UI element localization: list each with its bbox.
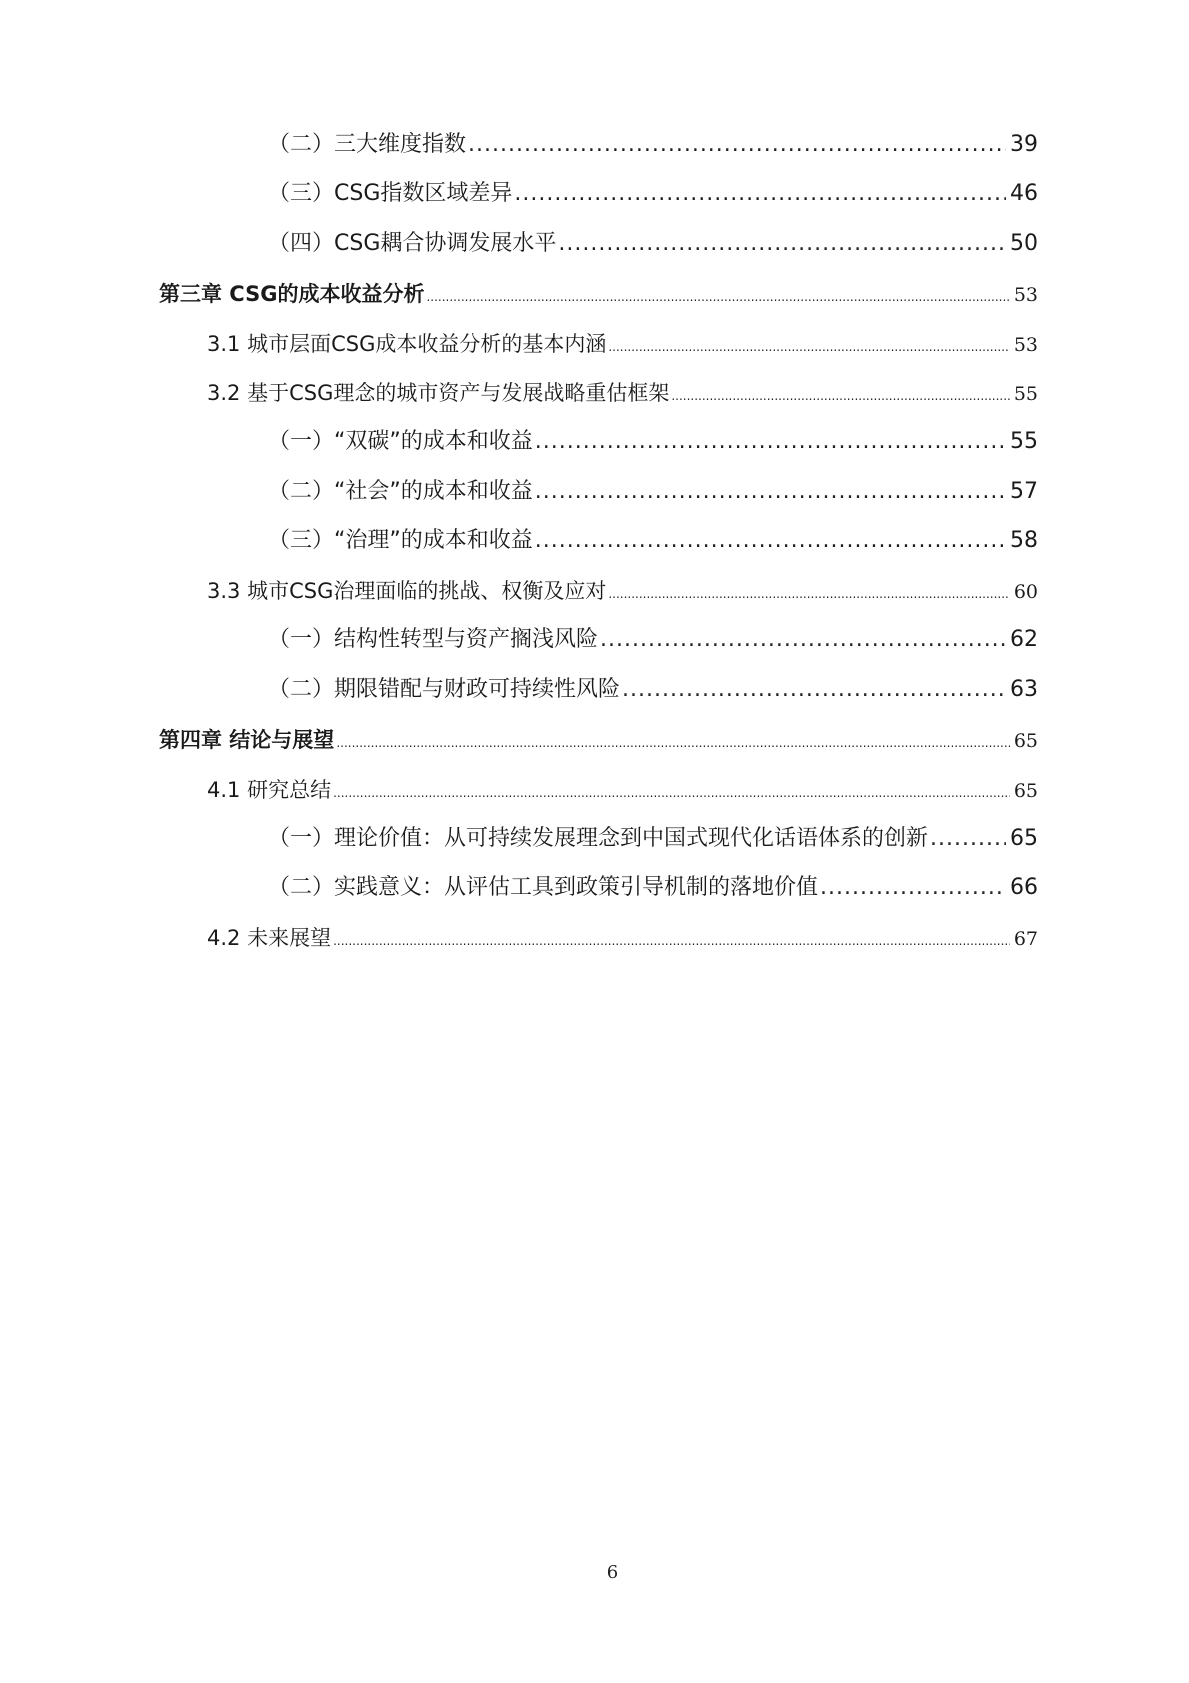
toc-entry-title: （二）“社会”的成本和收益 (268, 479, 533, 504)
toc-entry[interactable] (268, 472, 1038, 512)
dot-leader (468, 125, 1006, 165)
dot-leader (608, 324, 1009, 367)
dot-leader (608, 571, 1009, 614)
dot-leader (671, 373, 1009, 416)
dot-leader (600, 620, 1006, 660)
toc-entry-title: 第三章 CSG的成本收益分析 (159, 282, 425, 306)
toc-entry-title: 4.1 研究总结 (207, 778, 332, 802)
toc-entry[interactable] (268, 224, 1038, 264)
toc-entry-page: 62 (1010, 627, 1038, 652)
toc-chapter-entry[interactable] (159, 274, 1038, 314)
toc-entry-title: 3.3 城市CSG治理面临的挑战、权衡及应对 (207, 579, 607, 603)
toc-chapter-entry[interactable] (159, 720, 1038, 760)
dot-leader (333, 770, 1010, 813)
toc-entry-title: （四）CSG耦合协调发展水平 (268, 231, 557, 256)
dot-leader (930, 819, 1006, 859)
dot-leader (535, 472, 1006, 512)
toc-entry-page: 65 (1013, 780, 1038, 802)
toc-entry-title: （二）期限错配与财政可持续性风险 (268, 677, 621, 702)
toc-entry-page: 65 (1013, 730, 1038, 752)
toc-entry-title: 4.2 未来展望 (207, 926, 332, 950)
toc-entry-title: 3.2 基于CSG理念的城市资产与发展战略重估框架 (207, 381, 670, 405)
toc-entry-title: （一）理论价值：从可持续发展理念到中国式现代化话语体系的创新 (268, 826, 929, 851)
toc-entry[interactable] (268, 819, 1038, 859)
toc-entry[interactable] (268, 521, 1038, 561)
toc-section-entry[interactable] (207, 770, 1038, 810)
toc-entry[interactable] (268, 620, 1038, 660)
toc-entry-title: （三）“治理”的成本和收益 (268, 528, 533, 553)
toc-entry[interactable] (268, 670, 1038, 710)
toc-entry-page: 55 (1010, 429, 1038, 454)
toc-entry-title: （三）CSG指数区域差异 (268, 181, 513, 206)
toc-entry[interactable] (268, 422, 1038, 462)
dot-leader (333, 918, 1010, 961)
toc-entry-title: （二）实践意义：从评估工具到政策引导机制的落地价值 (268, 875, 819, 900)
dot-leader (622, 670, 1006, 710)
dot-leader (820, 868, 1006, 908)
dot-leader (535, 422, 1006, 462)
toc-entry-page: 39 (1010, 132, 1038, 157)
toc-entry-page: 46 (1010, 181, 1038, 206)
toc-entry-page: 66 (1010, 875, 1038, 900)
toc-entry[interactable] (268, 125, 1038, 165)
toc-entry-page: 58 (1010, 528, 1038, 553)
toc-entry-page: 53 (1013, 284, 1038, 306)
toc-entry[interactable] (268, 174, 1038, 214)
dot-leader (535, 521, 1006, 561)
toc-entry-page: 50 (1010, 231, 1038, 256)
toc-section-entry[interactable] (207, 373, 1038, 413)
toc-entry-title: （二）三大维度指数 (268, 132, 467, 157)
toc-entry-page: 60 (1013, 581, 1038, 603)
toc-entry[interactable] (268, 868, 1038, 908)
toc-entry-page: 65 (1010, 826, 1038, 851)
toc-entry-page: 53 (1013, 334, 1038, 356)
toc-section-entry[interactable] (207, 571, 1038, 611)
dot-leader (336, 720, 1010, 763)
toc-entry-title: 第四章 结论与展望 (159, 728, 335, 752)
toc-entry-page: 55 (1013, 383, 1038, 405)
toc-section-entry[interactable] (207, 324, 1038, 364)
dot-leader (426, 274, 1009, 317)
toc-entry-page: 57 (1010, 479, 1038, 504)
dot-leader (558, 224, 1006, 264)
dot-leader (514, 174, 1006, 214)
toc-entry-title: （一）结构性转型与资产搁浅风险 (268, 627, 599, 652)
page-number: 6 (606, 1562, 619, 1583)
toc-entry-page: 67 (1013, 928, 1038, 950)
toc-entry-title: （一）“双碳”的成本和收益 (268, 429, 533, 454)
toc-entry-page: 63 (1010, 677, 1038, 702)
toc-section-entry[interactable] (207, 918, 1038, 958)
toc-entry-title: 3.1 城市层面CSG成本收益分析的基本内涵 (207, 332, 607, 356)
